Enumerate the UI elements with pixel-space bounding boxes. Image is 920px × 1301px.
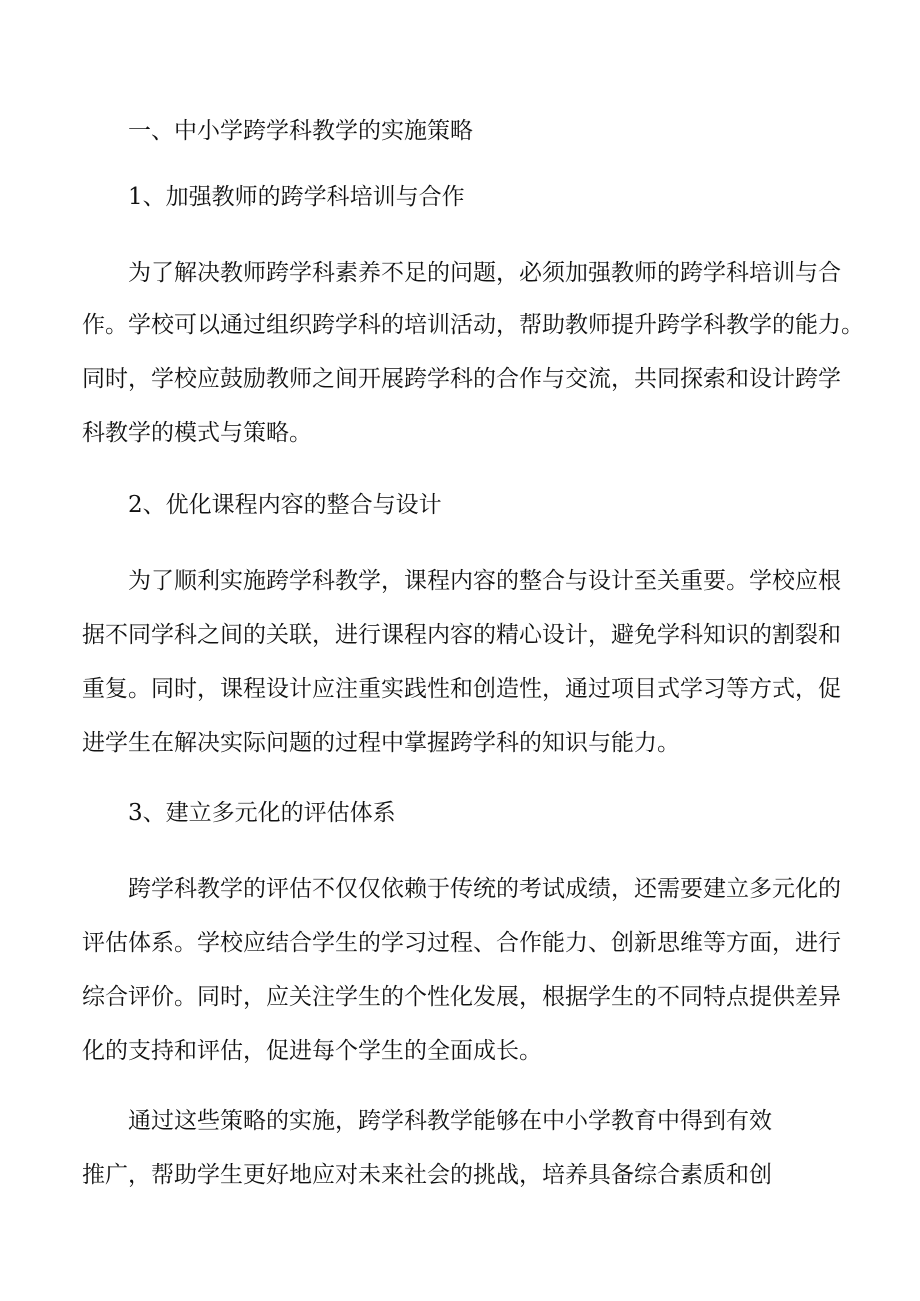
paragraph-line: 评估体系。学校应结合学生的学习过程、合作能力、创新思维等方面，进行	[82, 930, 841, 956]
subsection-title: 3、建立多元化的评估体系	[128, 800, 396, 826]
paragraph-line: 通过这些策略的实施，跨学科教学能够在中小学教育中得到有效	[128, 1108, 772, 1134]
paragraph-line: 化的支持和评估，促进每个学生的全面成长。	[82, 1038, 542, 1064]
paragraph-line: 为了解决教师跨学科素养不足的问题，必须加强教师的跨学科培训与合	[128, 260, 841, 286]
paragraph-line: 作。学校可以通过组织跨学科的培训活动，帮助教师提升跨学科教学的能力。	[82, 312, 864, 338]
paragraph-line: 跨学科教学的评估不仅仅依赖于传统的考试成绩，还需要建立多元化的	[128, 876, 841, 902]
subsection-title: 1、加强教师的跨学科培训与合作	[128, 184, 465, 210]
paragraph-line: 重复。同时，课程设计应注重实践性和创造性，通过项目式学习等方式，促	[82, 676, 841, 702]
paragraph-line: 为了顺利实施跨学科教学，课程内容的整合与设计至关重要。学校应根	[128, 568, 841, 594]
section-heading: 一、中小学跨学科教学的实施策略	[128, 118, 473, 144]
paragraph-line: 推广，帮助学生更好地应对未来社会的挑战，培养具备综合素质和创	[82, 1162, 772, 1188]
paragraph-line: 据不同学科之间的关联，进行课程内容的精心设计，避免学科知识的割裂和	[82, 622, 841, 648]
paragraph-line: 进学生在解决实际问题的过程中掌握跨学科的知识与能力。	[82, 730, 680, 756]
paragraph-line: 综合评价。同时，应关注学生的个性化发展，根据学生的不同特点提供差异	[82, 984, 841, 1010]
paragraph-line: 同时，学校应鼓励教师之间开展跨学科的合作与交流，共同探索和设计跨学	[82, 366, 841, 392]
paragraph-line: 科教学的模式与策略。	[82, 420, 312, 446]
subsection-title: 2、优化课程内容的整合与设计	[128, 492, 442, 518]
